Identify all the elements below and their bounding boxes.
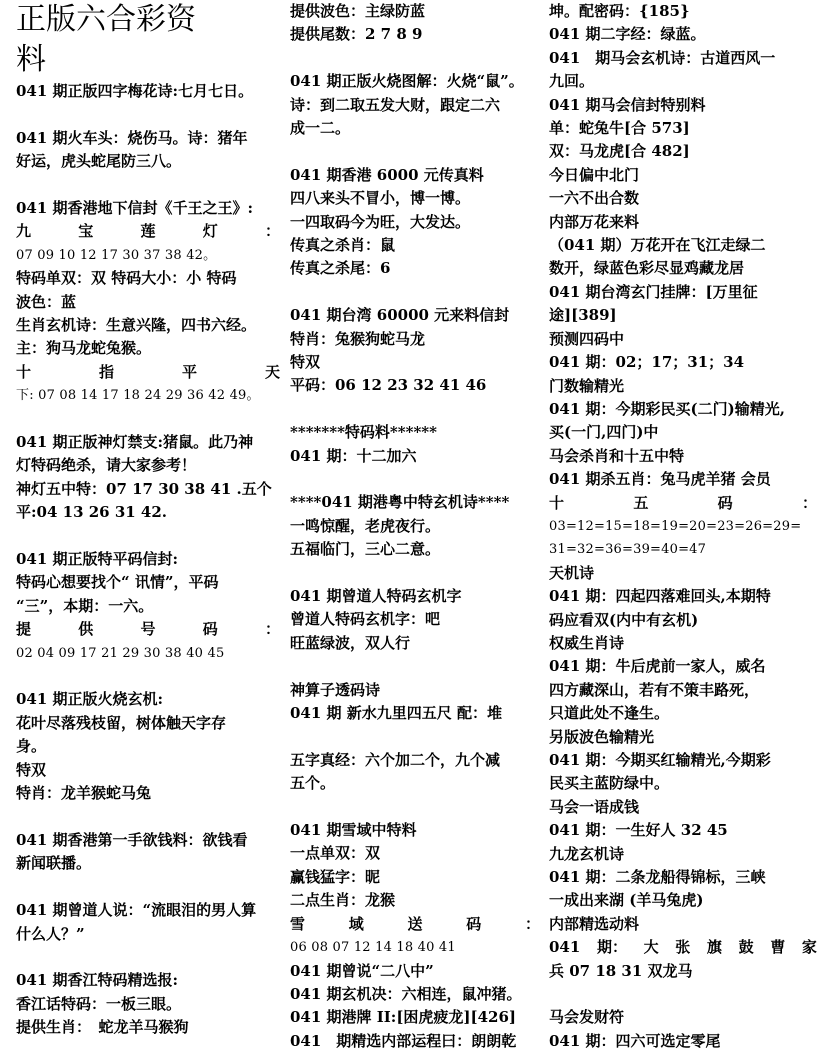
text-line: 身。: [16, 737, 47, 756]
text-line: 特码心想要找个“ 讯情”，平码: [16, 573, 219, 592]
text-line: 诗：到二取五发大财，跟定二六: [290, 95, 501, 114]
spacer: [16, 806, 280, 829]
text-line: 041 期：四六可选定零尾: [549, 1031, 721, 1050]
text-line: 门数输精光: [549, 376, 625, 395]
text-line: 041 期香港地下信封《千王之王》:: [16, 199, 254, 217]
spacer: [290, 725, 540, 748]
text-line: 041 期杀五肖：兔马虎羊猪 会员: [549, 470, 771, 489]
text-line: 041 期正版火烧玄机:: [16, 690, 164, 709]
spaced-char: 指: [98, 362, 114, 381]
text-line: ****041 期港粤中特玄机诗****: [290, 493, 510, 512]
spaced-char: 十: [16, 362, 32, 381]
text-line: 内部万花来料: [549, 212, 640, 231]
text-line: 今日偏中北门: [549, 165, 640, 184]
text-line: 神灯五中特：07 17 30 38 41 .五个: [16, 479, 272, 498]
text-line: 一成出来湖 (羊马兔虎): [549, 891, 704, 910]
text-line: 单：蛇兔牛[合 573]: [549, 119, 690, 138]
spaced-char: ：: [524, 914, 540, 933]
text-line: 特肖：龙羊猴蛇马兔: [16, 784, 152, 803]
text-line: 内部精选动料: [549, 914, 640, 933]
spaced-char: 码: [466, 914, 482, 933]
spaced-heading-line: [549, 492, 817, 515]
spacer: [290, 468, 540, 491]
text-line: 四方藏深山，若有不策丰路死，: [549, 680, 760, 699]
spaced-char: 九: [16, 222, 32, 241]
spaced-char: 家: [801, 938, 817, 957]
text-line: 041 期精选内部运程曰：朗朗乾: [290, 1031, 517, 1050]
spacer: [290, 796, 540, 819]
spacer: [290, 398, 540, 421]
text-line: 另版波色输精光: [549, 727, 655, 746]
text-line: 花叶尽落残枝留，树体触天字存: [16, 713, 227, 732]
text-line: 041 期 新水九里四五尺 配：堆: [290, 704, 502, 723]
text-line: 041 期：四起四落难回头,本期特: [549, 587, 771, 606]
text-line: 预测四码中: [549, 329, 625, 348]
text-line: 特肖：兔猴狗蛇马龙: [290, 329, 426, 348]
text-line: 提供生肖： 蛇龙羊马猴狗: [16, 1018, 189, 1037]
text-line: 041 期：今期彩民买(二门)输精光,: [549, 399, 785, 418]
text-line: 平码：06 12 23 32 41 46: [290, 376, 487, 395]
text-line: 四八来头不冒小，博一博。: [290, 189, 471, 208]
spaced-char: 莲: [140, 222, 156, 241]
text-line: 041 期正版特平码信封:: [16, 550, 179, 569]
number-line: 02 04 09 17 21 29 30 38 40 45: [16, 645, 225, 661]
number-line: 06 08 07 12 14 18 40 41: [290, 940, 456, 956]
text-line: 041 期曾道人说：“流眼泪的男人算: [16, 901, 257, 920]
text-line: 曾道人特码玄机字：吧: [290, 610, 441, 629]
text-line: 一鸣惊醒，老虎夜行。: [290, 516, 441, 535]
text-line: 传真之杀尾：6: [290, 259, 391, 278]
text-line: 041 期：02；17；31；34: [549, 353, 745, 372]
text-line: 马会发财符: [549, 1008, 625, 1027]
spaced-heading-line: [16, 361, 280, 384]
spaced-char: 天: [264, 362, 280, 381]
text-line: 特码单双：双 特码大小：小 特码: [16, 269, 237, 288]
spacer: [290, 562, 540, 585]
text-line: 平:04 13 26 31 42.: [16, 503, 168, 522]
text-line: 041 期香港 6000 元传真料: [290, 165, 484, 184]
text-line: 041 期雪域中特料: [290, 821, 417, 840]
text-line: 一点单双：双: [290, 844, 381, 863]
text-line: 只道此处不逢生。: [549, 704, 670, 723]
spaced-char: ：: [264, 222, 280, 241]
text-line: “三”，本期：一六。: [16, 596, 154, 615]
spaced-heading-line: [549, 936, 817, 959]
text-line: 提供尾数：2 7 8 9: [290, 25, 423, 44]
text-line: 马会一语成钱: [549, 797, 640, 816]
spaced-char: 大: [643, 938, 659, 957]
text-line: 天机诗: [549, 563, 595, 582]
text-line: 五个。: [290, 774, 336, 793]
spacer: [16, 174, 280, 197]
spaced-char: 提: [16, 620, 32, 639]
text-line: 特双: [16, 760, 47, 779]
spaced-char: 码: [202, 620, 218, 639]
text-line: 二点生肖：龙猴: [290, 891, 396, 910]
text-line: 一六不出合数: [549, 189, 640, 208]
text-line: 041 期香江特码精选报:: [16, 971, 179, 990]
spaced-char: 041: [549, 938, 581, 957]
text-line: 041 期正版四字梅花诗:七月七日。: [16, 82, 254, 100]
text-line: 041 期曾道人特码玄机字: [290, 587, 462, 606]
text-line: 双：马龙虎[合 482]: [549, 142, 690, 161]
text-line: 赢钱猛字：昵: [290, 867, 381, 886]
text-line: 041 期火车头：烧伤马。诗：猪年: [16, 128, 248, 147]
spaced-char: 平: [181, 362, 197, 381]
text-line: 数开，绿蓝色彩尽显鸡藏龙居: [549, 259, 745, 278]
text-line: 提供波色：主绿防蓝: [290, 2, 426, 20]
spacer: [290, 47, 540, 70]
text-line: 五福临门，三心二意。: [290, 540, 441, 559]
spaced-heading-line: [290, 913, 540, 936]
column-middle: [290, 0, 540, 1053]
spacer: [16, 946, 280, 969]
text-line: 新闻联播。: [16, 854, 92, 873]
text-line: 买(一门,四门)中: [549, 423, 659, 442]
number-line: 07 09 10 12 17 30 37 38 42。: [16, 247, 217, 263]
text-line: 码应看双(内中有玄机): [549, 610, 699, 629]
text-line: 波色：蓝: [16, 292, 77, 311]
spaced-char: 码: [717, 493, 733, 512]
page-title: 正版六合彩资: [16, 2, 196, 37]
text-line: 041 期：二条龙船得锦标，三峡: [549, 868, 766, 887]
text-line: 马会杀肖和十五中特: [549, 446, 685, 465]
text-line: 主：狗马龙蛇兔猴。: [16, 339, 152, 358]
spaced-char: 张: [675, 938, 691, 957]
text-line: 途][389]: [549, 306, 617, 325]
text-line: 041 期：十二加六: [290, 446, 417, 465]
text-line: 生肖玄机诗：生意兴隆，四书六经。: [16, 316, 257, 335]
text-line: 041 期港牌 II:[困虎疲龙][426]: [290, 1008, 517, 1027]
text-line: 041 期正版神灯禁支:猪鼠。此乃神: [16, 433, 254, 452]
text-line: 九回。: [549, 72, 595, 91]
text-line: *******特码料******: [290, 423, 437, 442]
text-line: 041 期玄机决：六相连，鼠冲猪。: [290, 984, 522, 1003]
text-line: 041 期台湾玄门挂牌：[万里征: [549, 282, 758, 301]
text-line: 041 期：今期买红输精光,今期彩: [549, 751, 771, 769]
spaced-char: 送: [407, 914, 423, 933]
spacer: [16, 665, 280, 688]
text-line: 041 期台湾 60000 元来料信封: [290, 306, 510, 325]
spacer: [549, 983, 817, 1006]
text-line: 旺蓝绿波，双人行: [290, 633, 411, 652]
text-line: 九龙玄机诗: [549, 844, 625, 863]
spaced-char: ：: [264, 620, 280, 639]
spaced-char: 雪: [290, 914, 306, 933]
spaced-char: ：: [801, 493, 817, 512]
number-line: 下: 07 08 14 17 18 24 29 36 42 49。: [16, 388, 260, 404]
spaced-char: 宝: [78, 222, 94, 241]
text-line: 权威生肖诗: [549, 633, 625, 652]
text-line: 041 期曾说“二八中”: [290, 961, 434, 980]
number-line: 03=12=15=18=19=20=23=26=29=: [549, 518, 802, 534]
spacer: [290, 140, 540, 163]
spacer: [16, 876, 280, 899]
spacer: [290, 655, 540, 678]
text-line: 传真之杀肖：鼠: [290, 236, 396, 255]
text-line: 灯特码绝杀，请大家参考！: [16, 456, 197, 475]
column-left: [16, 0, 280, 1040]
spaced-char: 鼓: [738, 938, 754, 957]
text-line: 041 期：牛后虎前一家人，威名: [549, 657, 766, 676]
text-line: 041 期马会信封特别料: [549, 95, 706, 114]
text-line: 什么人？”: [16, 924, 85, 943]
spaced-char: 期：: [596, 938, 627, 957]
spacer: [16, 408, 280, 431]
spacer: [290, 281, 540, 304]
text-line: 好运，虎头蛇尾防三八。: [16, 152, 182, 171]
text-line: 兵 07 18 31 双龙马: [549, 961, 693, 980]
text-line: 041 期正版火烧图解：火烧“鼠”。: [290, 72, 524, 91]
number-line: 31=32=36=39=40=47: [549, 542, 707, 558]
spaced-char: 供: [78, 620, 94, 639]
text-line: 神算子透码诗: [290, 680, 381, 699]
text-line: 041 期香港第一手欲钱料：欲钱看: [16, 830, 248, 849]
text-line: （041 期）万花开在飞江走绿二: [549, 236, 766, 255]
spacer: [16, 525, 280, 548]
text-line: 香江话特码：一板三眼。: [16, 994, 182, 1013]
spaced-char: 十: [549, 493, 565, 512]
spaced-heading-line: [16, 618, 280, 641]
text-line: 一四取码今为旺，大发达。: [290, 212, 471, 231]
spaced-char: 曹: [770, 938, 786, 957]
text-line: 041 期：一生好人 32 45: [549, 821, 728, 840]
text-line: 041 期马会玄机诗：古道西风一: [549, 48, 776, 67]
spaced-char: 五: [633, 493, 649, 512]
page-title: 料: [16, 42, 46, 77]
spaced-char: 号: [140, 620, 156, 639]
spacer: [16, 103, 280, 126]
spaced-char: 旗: [706, 938, 722, 957]
spaced-char: 域: [348, 914, 364, 933]
text-line: 民买主蓝防绿中。: [549, 774, 670, 793]
spaced-heading-line: [16, 220, 280, 243]
text-line: 坤。配密码：{185}: [549, 2, 690, 20]
spaced-char: 灯: [202, 222, 218, 241]
column-right: [549, 0, 817, 1053]
text-line: 041 期二字经：绿蓝。: [549, 25, 706, 44]
text-line: 五字真经：六个加二个，九个减: [290, 750, 501, 769]
text-line: 成一二。: [290, 119, 351, 138]
text-line: 特双: [290, 353, 321, 372]
